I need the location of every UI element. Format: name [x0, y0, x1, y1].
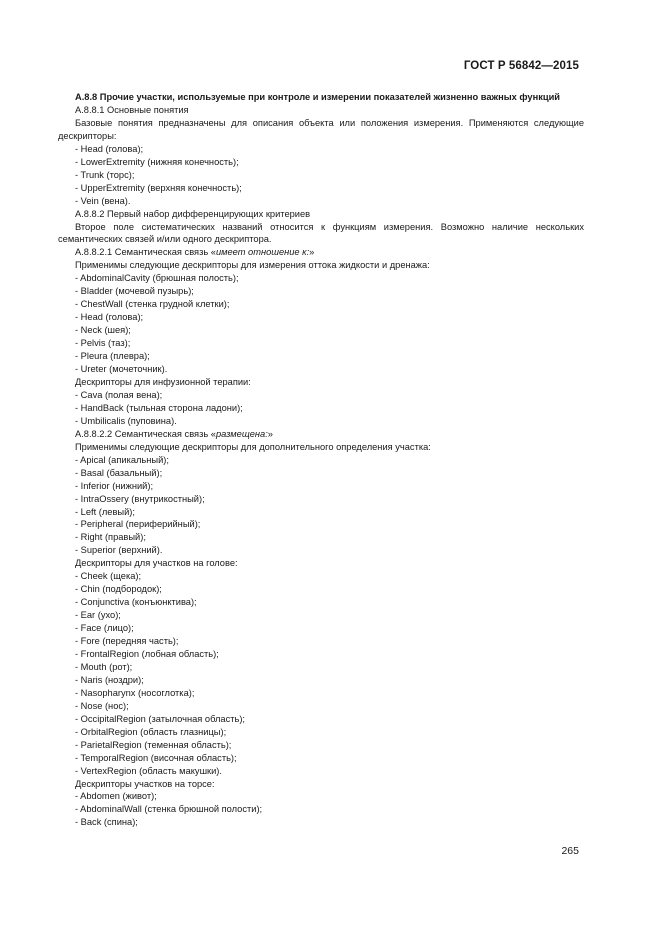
list-item: - Inferior (нижний); [75, 480, 154, 491]
list-item: - Apical (апикальный); [75, 454, 169, 465]
list-item: - Head (голова); [75, 312, 144, 323]
list-item: - Naris (ноздри); [75, 674, 144, 685]
list-item: - LowerExtremity (нижняя конечность); [75, 156, 239, 167]
paragraph-basic-concepts: Базовые понятия предназначены для описания объекта или положения измерения. Применяются следующие дескрипторы: [58, 117, 584, 141]
site-intro: Применимы следующие дескрипторы для дополнительного определения участка: [75, 441, 431, 452]
subsection-title-basic-concepts: A.8.8.1 Основные понятия [75, 104, 189, 115]
document-body [58, 91, 584, 829]
list-item: - Trunk (торс); [75, 169, 135, 180]
subsection-title-placement: A.8.8.2.2 Семантическая связь «размещена:» [75, 428, 273, 439]
head-intro: Дескрипторы для участков на голове: [75, 558, 238, 569]
list-item: - Bladder (мочевой пузырь); [75, 286, 194, 297]
list-item: - Vein (вена). [75, 195, 131, 206]
section-heading: A.8.8 Прочие участки, используемые при контроле и измерении показателей жизненно важных функций [75, 92, 561, 102]
list-item: - Ureter (мочеточник). [75, 364, 168, 375]
list-head-descriptors [58, 570, 584, 777]
paragraph-first-criteria: Второе поле систематических названий относится к функциям измерения. Возможно наличие нескольких семантических связей и/или одного дескриптора. [58, 221, 584, 245]
subsection-title-first-criteria: A.8.8.2 Первый набор дифференцирующих критериев [75, 208, 311, 219]
list-item: - IntraOssery (внутрикостный); [75, 493, 205, 504]
list-item: - Fore (передняя часть); [75, 636, 179, 647]
list-item: - ChestWall (стенка грудной клетки); [75, 299, 230, 310]
subsection-title-relation: A.8.8.2.1 Семантическая связь «имеет отношение к:» [75, 247, 315, 258]
page-number: 265 [561, 845, 579, 857]
list-item: - Umbilicalis (пуповина). [75, 415, 177, 426]
list-item: - Basal (базальный); [75, 467, 163, 478]
list-item: - Conjunctiva (конъюнктива); [75, 597, 197, 608]
list-item: - VertexRegion (область макушки). [75, 765, 222, 776]
list-item: - OrbitalRegion (область глазницы); [75, 726, 227, 737]
torso-intro: Дескрипторы участков на торсе: [75, 778, 215, 789]
document-standard-number: ГОСТ Р 56842—2015 [463, 60, 579, 72]
list-site-descriptors [58, 454, 584, 558]
list-item: - Neck (шея); [75, 325, 131, 336]
list-item: - HandBack (тыльная сторона ладони); [75, 402, 243, 413]
list-item: - UpperExtremity (верхняя конечность); [75, 182, 242, 193]
list-item: - TemporalRegion (височная область); [75, 752, 237, 763]
infusion-intro: Дескрипторы для инфузионной терапии: [75, 376, 251, 387]
list-item: - Face (лицо); [75, 623, 134, 634]
list-item: - Abdomen (живот); [75, 791, 157, 802]
list-item: - ParietalRegion (теменная область); [75, 739, 232, 750]
list-item: - Chin (подбородок); [75, 584, 162, 595]
list-item: - Nasopharynx (носоглотка); [75, 687, 195, 698]
list-item: - Back (спина); [75, 817, 138, 828]
list-item: - AbdominalCavity (брюшная полость); [75, 273, 239, 284]
list-torso-descriptors [58, 790, 584, 829]
list-item: - OccipitalRegion (затылочная область); [75, 713, 245, 724]
list-item: - Pleura (плевра); [75, 351, 150, 362]
list-item: - Pelvis (таз); [75, 338, 131, 349]
list-item: - Mouth (рот); [75, 661, 133, 672]
list-item: - AbdominalWall (стенка брюшной полости); [75, 804, 263, 815]
list-drainage-descriptors [58, 272, 584, 376]
list-item: - Nose (нос); [75, 700, 129, 711]
list-item: - FrontalRegion (лобная область); [75, 648, 219, 659]
list-item: - Peripheral (периферийный); [75, 519, 201, 530]
list-item: - Superior (верхний). [75, 545, 163, 556]
list-item: - Cava (полая вена); [75, 389, 163, 400]
list-infusion-descriptors [58, 389, 584, 428]
list-basic-descriptors [58, 143, 584, 208]
list-item: - Right (правый); [75, 532, 146, 543]
list-item: - Ear (ухо); [75, 610, 121, 621]
list-item: - Head (голова); [75, 143, 144, 154]
list-item: - Left (левый); [75, 506, 135, 517]
drainage-intro: Применимы следующие дескрипторы для измерения оттока жидкости и дренажа: [75, 260, 430, 271]
list-item: - Cheek (щека); [75, 571, 142, 582]
